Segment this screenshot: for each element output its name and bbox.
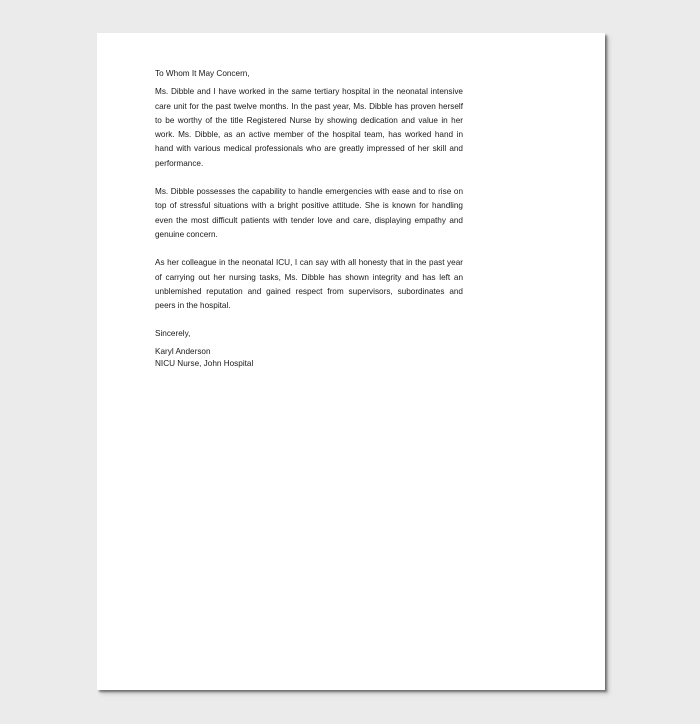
paragraph-2: Ms. Dibble possesses the capability to handle emergencies with ease and to rise on top of stressful situations with a bright positive attitude. She is known for handling even the most difficult patients with tender love and care, displaying empathy and genuine concern. xyxy=(155,187,463,239)
closing: Sincerely, xyxy=(155,329,191,339)
paragraph-1: Ms. Dibble and I have worked in the same tertiary hospital in the neonatal intensive care unit for the past twelve months. In the past year, Ms. Dibble has proven herself to be worthy of the title Registered Nurse by showing dedication and value in her work. Ms. Dibble, as an active member of the hospital team, has worked hand in hand with various medical professionals who are greatly impressed of her skill and performance. xyxy=(155,87,463,168)
signer-title: NICU Nurse, John Hospital xyxy=(155,359,254,369)
signer-name: Karyl Anderson xyxy=(155,346,211,356)
paragraph-3: As her colleague in the neonatal ICU, I can say with all honesty that in the past year of carrying out her nursing tasks, Ms. Dibble has shown integrity and has left an unblemished reputation and gained respect from supervisors, subordinates and peers in the hospital. xyxy=(155,258,463,311)
document-page xyxy=(97,33,605,690)
letter-body xyxy=(155,67,463,371)
salutation: To Whom It May Concern, xyxy=(155,69,250,78)
